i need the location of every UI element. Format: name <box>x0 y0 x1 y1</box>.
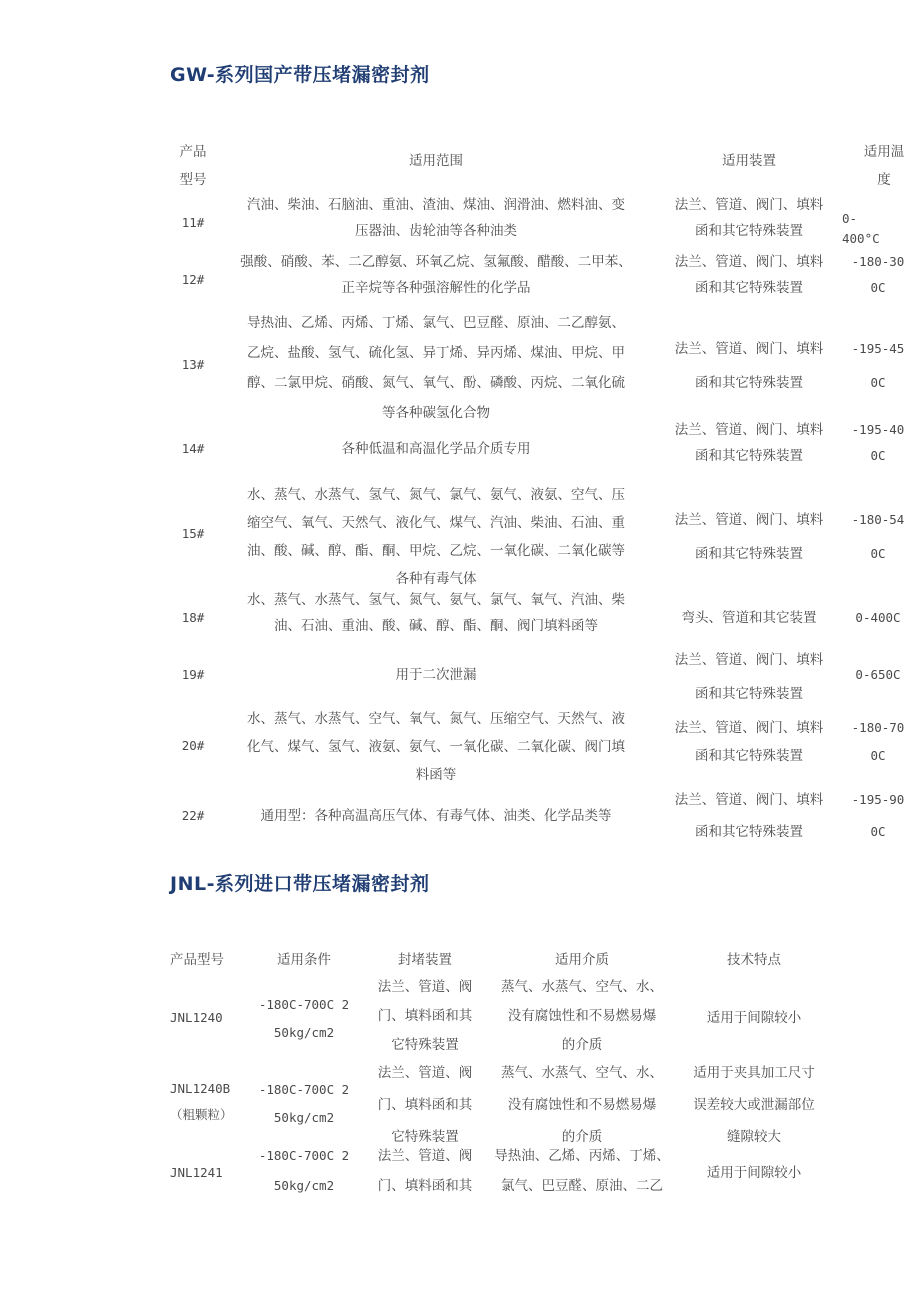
jnl-header-device: 封堵装置 <box>398 952 452 968</box>
gw-row-scope: 导热油、乙烯、丙烯、丁烯、氯气、巴豆醛、原油、二乙醇氨、 乙烷、盐酸、氢气、硫化氢、异丁烯、异丙烯、煤油、甲烷、甲 醇、二氯甲烷、硝酸、氮气、氧气、酚、磷酸、丙烷、二氧化硫 等各种碳氢化合物 <box>247 315 625 421</box>
jnl-row-condition: -180C-700C 2 50kg/cm2 <box>258 997 350 1040</box>
jnl-row-model: JNL1240B （粗颗粒） <box>170 1081 233 1122</box>
gw-header-scope: 适用范围 <box>409 153 463 169</box>
gw-header-device: 适用装置 <box>722 153 776 169</box>
gw-row-model: 15# <box>181 526 205 541</box>
gw-row-temp: -195-45 0C <box>851 341 905 390</box>
gw-row-model: 12# <box>181 272 205 287</box>
gw-row-scope: 通用型：各种高温高压气体、有毒气体、油类、化学品类等 <box>260 808 612 824</box>
gw-row-model: 13# <box>181 357 205 372</box>
gw-row-model: 14# <box>181 441 205 456</box>
jnl-row-feature: 适用于间隙较小 <box>706 1010 802 1026</box>
gw-row-temp: 0-650C <box>855 667 901 682</box>
gw-row-scope: 各种低温和高温化学品介质专用 <box>341 441 531 457</box>
jnl-row-medium: 导热油、乙烯、丙烯、丁烯、 氯气、巴豆醛、原油、二乙 <box>494 1148 670 1194</box>
jnl-row-model: JNL1241 <box>170 1165 223 1180</box>
gw-row-scope: 水、蒸气、水蒸气、空气、氧气、氮气、压缩空气、天然气、液 化气、煤气、氢气、液氨、氨气、一氧化碳、二氧化碳、阀门填 料函等 <box>247 711 625 783</box>
gw-row-model: 19# <box>181 667 205 682</box>
jnl-row-device: 法兰、管道、阀 门、填料函和其 它特殊装置 <box>377 1065 473 1145</box>
gw-row-model: 22# <box>181 808 205 823</box>
jnl-row-device: 法兰、管道、阀 门、填料函和其 它特殊装置 <box>377 979 473 1053</box>
jnl-header-condition: 适用条件 <box>277 952 331 968</box>
gw-row-model: 11# <box>181 215 205 230</box>
jnl-header-feature: 技术特点 <box>727 952 781 968</box>
gw-row-device: 法兰、管道、阀门、填料 函和其它特殊装置 <box>674 197 824 239</box>
gw-row-temp: -180-54 0C <box>851 512 905 561</box>
gw-row-scope: 强酸、硝酸、苯、二乙醇氨、环氧乙烷、氢氟酸、醋酸、二甲苯、 正辛烷等各种强溶解性的化学品 <box>240 254 632 296</box>
gw-row-scope: 汽油、柴油、石脑油、重油、渣油、煤油、润滑油、燃料油、变 压器油、齿轮油等各种油类 <box>247 197 625 239</box>
jnl-row-condition: -180C-700C 2 50kg/cm2 <box>258 1082 350 1125</box>
gw-row-temp: 0- 400°C <box>842 211 880 246</box>
gw-row-device: 法兰、管道、阀门、填料 函和其它特殊装置 <box>674 720 824 764</box>
jnl-row-medium: 蒸气、水蒸气、空气、水、 没有腐蚀性和不易燃易爆 的介质 <box>501 979 663 1053</box>
gw-row-temp: -180-30 0C <box>851 254 905 295</box>
gw-row-model: 18# <box>181 610 205 625</box>
gw-row-temp: 0-400C <box>855 610 901 625</box>
gw-row-temp: -195-90 0C <box>851 792 905 839</box>
jnl-row-model: JNL1240 <box>170 1010 223 1025</box>
gw-row-device: 法兰、管道、阀门、填料 函和其它特殊装置 <box>674 652 824 702</box>
gw-row-device: 法兰、管道、阀门、填料 函和其它特殊装置 <box>674 792 824 840</box>
jnl-row-condition: -180C-700C 2 50kg/cm2 <box>258 1148 350 1193</box>
jnl-row-feature: 适用于夹具加工尺寸 误差较大或泄漏部位 缝隙较大 <box>693 1065 815 1145</box>
gw-row-device: 法兰、管道、阀门、填料 函和其它特殊装置 <box>674 512 824 562</box>
jnl-row-feature: 适用于间隙较小 <box>706 1165 802 1181</box>
gw-row-device: 法兰、管道、阀门、填料 函和其它特殊装置 <box>674 341 824 391</box>
gw-header-temp: 适用温 度 <box>863 144 905 188</box>
gw-row-model: 20# <box>181 738 205 753</box>
jnl-header-model: 产品型号 <box>170 952 224 968</box>
gw-row-temp: -195-40 0C <box>851 422 905 463</box>
jnl-header-medium: 适用介质 <box>555 952 609 968</box>
gw-header-model: 产品 型号 <box>179 144 207 188</box>
jnl-row-device: 法兰、管道、阀 门、填料函和其 <box>377 1148 473 1194</box>
jnl-section-title: JNL-系列进口带压堵漏密封剂 <box>170 873 430 895</box>
gw-row-scope: 水、蒸气、水蒸气、氢气、氮气、氨气、氯气、氧气、汽油、柴 油、石油、重油、酸、碱、醇、酯、酮、阀门填料函等 <box>247 592 625 634</box>
gw-row-device: 弯头、管道和其它装置 <box>681 610 817 626</box>
gw-row-scope: 水、蒸气、水蒸气、氢气、氮气、氯气、氨气、液氨、空气、压 缩空气、氧气、天然气、液化气、煤气、汽油、柴油、石油、重 油、酸、碱、醇、酯、酮、甲烷、乙烷、一氧化碳、二氧化碳等 各种有毒气体 <box>247 487 625 587</box>
jnl-row-medium: 蒸气、水蒸气、空气、水、 没有腐蚀性和不易燃易爆 的介质 <box>501 1065 663 1145</box>
gw-row-scope: 用于二次泄漏 <box>395 667 477 683</box>
gw-row-device: 法兰、管道、阀门、填料 函和其它特殊装置 <box>674 254 824 296</box>
gw-row-device: 法兰、管道、阀门、填料 函和其它特殊装置 <box>674 422 824 464</box>
gw-row-temp: -180-70 0C <box>851 720 905 763</box>
gw-section-title: GW-系列国产带压堵漏密封剂 <box>170 64 430 86</box>
